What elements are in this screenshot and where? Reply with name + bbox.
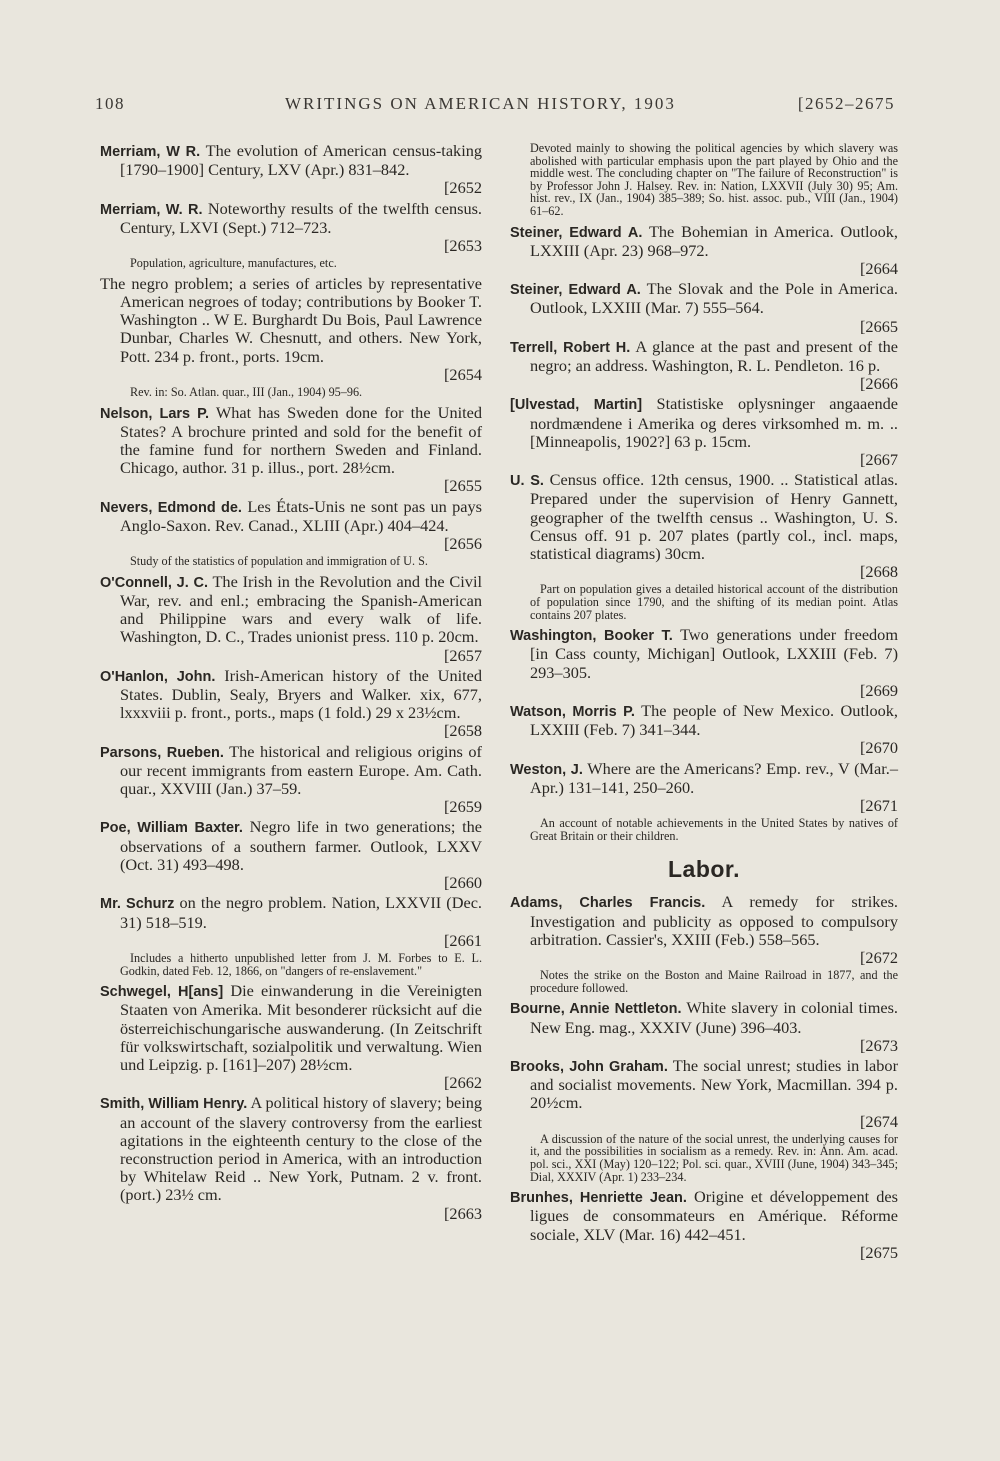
- bibliography-entry: [510, 280, 898, 336]
- entry-citation: on the negro problem. Nation, LXXVII (Dec. 31) 518–519.: [120, 893, 482, 932]
- entry-number: [2665: [860, 316, 898, 336]
- entry-author: Terrell, Robert H.: [510, 339, 631, 356]
- entry-author: Merriam, W R.: [100, 144, 201, 160]
- entry-citation: A political history of slavery; being an account of the slavery controversy from the earliest agitations in the eighteenth century to the close of the reconstruction period in America, with an introduction by Whitelaw Reid .. New York, Putnam. 2 v. front. (port.) 23½ cm.: [120, 1093, 483, 1205]
- entry-author: U. S.: [510, 473, 544, 490]
- entry-author: [Ulvestad, Martin]: [510, 397, 643, 414]
- entry-number: [2663: [444, 1203, 482, 1223]
- entry-citation: White slavery in colonial times. New Eng. mag., XXXIV (June) 396–403.: [530, 998, 899, 1037]
- entry-citation: The people of New Mexico. Outlook, LXXIII (Feb. 7) 341–344.: [530, 701, 898, 740]
- entry-author: Merriam, W. R.: [100, 201, 203, 218]
- entry-citation: Irish-American history of the United States. Dublin, Sealy, Bryers and Walker. xix, 677, lxxxviii p. front., ports., maps (1 fold.) 29 x 23½cm.: [120, 665, 482, 723]
- entry-note: Includes a hitherto unpublished letter from J. M. Forbes to E. L. Godkin, dated Feb. 12, 1866, on "dangers of re-enslavement.": [120, 950, 482, 978]
- entry-citation: Where are the Americans? Emp. rev., V (Mar.–Apr.) 131–141, 250–260.: [530, 758, 898, 797]
- entry-citation: The historical and religious origins of our recent immigrants from eastern Europe. Am. Cath. quar., XXVIII (Jan.) 37–59.: [120, 741, 482, 799]
- entry-citation: Statistiske oplysninger angaaende nordmændene i Amerika og deres virksomhed m. m. .. [Minneapolis, 1902?] 63 p. 15cm.: [530, 394, 898, 451]
- entry-author: Schwegel, H[ans]: [100, 984, 224, 1001]
- bibliography-entry: [100, 498, 482, 554]
- entry-number: [2658: [444, 721, 482, 741]
- entry-note: Rev. in: So. Atlan. quar., III (Jan., 1904) 95–96.: [130, 385, 363, 400]
- continuation-note: Devoted mainly to showing the political agencies by which slavery was abolished with particular emphasis upon the part played by Ohio and the middle west. The concluding chapter on "The failure of Reconstruction" is by Professor John J. Halsey. Rev. in: Nation, LXXVII (July 30) 95; Am. hist. rev., IX (Jan., 1904) 385–389; So. hist. assoc. pub., VIII (Jan., 1904) 61–62.: [530, 141, 898, 218]
- entry-author: Smith, William Henry.: [100, 1096, 248, 1113]
- entry-note: A discussion of the nature of the social unrest, the underlying causes for it, and the possibilities in socialism as a remedy. Rev. in: Ann. Am. acad. pol. sci., XXI (May) 120–122; Pol. sci. quar., XVIII (June, 1904) 343–345; Dial, XXXIV (Apr. 1) 233–234.: [530, 1131, 898, 1184]
- entry-citation: The Bohemian in America. Outlook, LXXIII (Apr. 23) 968–972.: [530, 221, 898, 260]
- entry-citation: The Irish in the Revolution and the Civil War, rev. and enl.; embracing the Spanish-American and Philippine wars and every walk of life. Washington, D. C., Trades unionist press. 110 p. 20cm.: [120, 571, 482, 647]
- running-header: [95, 94, 895, 118]
- bibliography-entry: [100, 667, 482, 741]
- entry-number: [2653: [444, 236, 482, 256]
- bibliography-entry: [510, 702, 898, 758]
- entry-number: [2666: [860, 374, 898, 394]
- entry-author: Steiner, Edward A.: [510, 282, 641, 299]
- entry-number: [2667: [860, 450, 898, 469]
- entry-author: Nevers, Edmond de.: [100, 499, 242, 516]
- entry-citation: The social unrest; studies in labor and socialist movements. New York, Macmillan. 394 p. 20½cm.: [530, 1056, 898, 1113]
- entry-citation: A remedy for strikes. Investigation and publicity as opposed to compulsory arbitration. Cassier's, XXIII (Feb.) 558–565.: [530, 892, 898, 949]
- bibliography-entry: [100, 1094, 482, 1222]
- running-title: WRITINGS ON AMERICAN HISTORY, 1903: [285, 94, 676, 113]
- bibliography-entry: [510, 471, 898, 581]
- page-number: 108: [95, 94, 125, 113]
- entry-note: An account of notable achievements in the United States by natives of Great Britain or their children.: [530, 816, 898, 843]
- entry-author: O'Hanlon, John.: [100, 668, 216, 685]
- entry-citation: Die einwanderung in die Vereinigten Staaten von Amerika. Mit besonderer rücksicht auf die österreichischungarische auswanderung. (In Zeitschrift für volkswirtschaft, sozialpolitik und verwaltung. Wien und Leipzig. p. [161]–207) 28½cm.: [120, 981, 482, 1074]
- right-entries-bottom: [510, 893, 898, 1262]
- bibliography-entry: [100, 818, 482, 892]
- entry-author: Watson, Morris P.: [510, 704, 635, 721]
- entry-number: [2674: [860, 1111, 898, 1131]
- entry-number: [2661: [444, 930, 482, 950]
- entry-author: Parsons, Rueben.: [100, 744, 224, 761]
- entry-number: [2659: [444, 797, 482, 817]
- entry-author: Steiner, Edward A.: [510, 224, 643, 241]
- entry-number: [2662: [444, 1073, 482, 1093]
- entry-citation: What has Sweden done for the United States? A brochure printed and sold for the benefit of the famine fund for northern Sweden and Finland. Chicago, author. 31 p. illus., port. 28½cm.: [120, 402, 482, 478]
- entry-number: [2654: [444, 364, 482, 384]
- bibliography-entry: [100, 404, 482, 496]
- bibliography-entry: [510, 626, 898, 700]
- bibliography-entry: [100, 894, 482, 950]
- entry-citation: The Slovak and the Pole in America. Outlook, LXXIII (Mar. 7) 555–564.: [530, 279, 899, 318]
- entry-author: Weston, J.: [510, 761, 583, 778]
- entry-citation: Noteworthy results of the twelfth census. Century, LXVI (Sept.) 712–723.: [120, 198, 482, 237]
- bibliography-entry: [510, 760, 898, 816]
- entry-citation: Negro life in two generations; the observations of a southern farmer. Outlook, LXXV (Oct. 31) 493–498.: [120, 817, 482, 874]
- bibliography-entry: [510, 223, 898, 279]
- entry-number: [2655: [444, 476, 482, 496]
- entry-number: [2670: [860, 738, 898, 758]
- entry-author: O'Connell, J. C.: [100, 574, 208, 591]
- bibliography-entry: [510, 1057, 898, 1131]
- bibliography-entry: [510, 893, 898, 967]
- entry-number: [2652: [444, 178, 482, 198]
- entry-range: [2652–2675: [797, 94, 895, 113]
- bibliography-entry: [100, 142, 482, 198]
- entry-citation: The negro problem; a series of articles by representative American negroes of today; contributions by Booker T. Washington .. W E. Burghardt Du Bois, Paul Lawrence Dunbar, Charles W. Chesnutt, and others. New York, Pott. 234 p. front., ports. 19cm.: [100, 273, 482, 366]
- right-column: [510, 142, 898, 1264]
- entry-number: [2657: [444, 645, 482, 665]
- entry-author: Bourne, Annie Nettleton.: [510, 1001, 682, 1018]
- entry-author: Brunhes, Henriette Jean.: [510, 1190, 687, 1207]
- bibliography-entry: [510, 338, 898, 394]
- entry-note: Part on population gives a detailed historical account of the distribution of population since 1790, and the shifting of its median point. Atlas contains 207 plates.: [530, 582, 898, 622]
- entry-author: Adams, Charles Francis.: [510, 895, 706, 912]
- entry-number: [2664: [860, 258, 898, 278]
- entry-number: [2656: [444, 534, 482, 554]
- entry-author: Brooks, John Graham.: [510, 1059, 668, 1076]
- bibliography-entry: [100, 275, 482, 384]
- entry-citation: Census office. 12th census, 1900. .. Statistical atlas. Prepared under the supervision of Henry Gannett, geographer of the twelfth census .. Washington, U. S. Census off. 91 p. 207 plates (partly col., incl. maps, statistical diagrams) 30cm.: [530, 470, 899, 564]
- bibliography-entry: [510, 999, 898, 1055]
- entry-number: [2668: [860, 562, 898, 582]
- entry-note: Study of the statistics of population and immigration of U. S.: [130, 554, 428, 569]
- entry-number: [2669: [860, 680, 898, 700]
- bibliography-entry: [100, 200, 482, 256]
- bibliography-entry: [100, 743, 482, 817]
- entry-author: Nelson, Lars P.: [100, 405, 210, 422]
- entry-number: [2672: [860, 948, 898, 968]
- right-entries-top: [510, 223, 898, 843]
- entry-number: [2673: [860, 1035, 898, 1055]
- entry-note: Notes the strike on the Boston and Maine Railroad in 1877, and the procedure followed.: [530, 968, 898, 995]
- bibliography-entry: [100, 982, 482, 1092]
- bibliography-entry: [510, 395, 898, 469]
- entry-author: Washington, Booker T.: [510, 628, 673, 645]
- entry-note: Population, agriculture, manufactures, etc.: [130, 256, 337, 271]
- entry-citation: The evolution of American census-taking [1790–1900] Century, LXV (Apr.) 831–842.: [120, 141, 482, 180]
- entry-author: Poe, William Baxter.: [100, 820, 243, 837]
- bibliography-entry: [100, 573, 482, 665]
- entry-citation: A glance at the past and present of the negro; an address. Washington, R. L. Pendleton. 16 p.: [530, 336, 899, 375]
- entry-author: Mr. Schurz: [100, 896, 175, 913]
- entry-citation: Two generations under freedom [in Cass county, Michigan] Outlook, LXXIII (Feb. 7) 293–305.: [530, 625, 898, 682]
- section-heading: Labor.: [667, 856, 740, 883]
- entry-citation: Les États-Unis ne sont pas un pays Anglo-Saxon. Rev. Canad., XLIII (Apr.) 404–424.: [120, 496, 482, 535]
- entry-number: [2671: [860, 796, 898, 816]
- entry-number: [2675: [860, 1242, 898, 1262]
- left-column: [100, 142, 482, 1225]
- bibliography-entry: [510, 1188, 898, 1262]
- entry-citation: Origine et développement des ligues de consommateurs en Amérique. Réforme sociale, XLV (Mar. 16) 442–451.: [530, 1187, 898, 1244]
- entry-number: [2660: [444, 873, 482, 893]
